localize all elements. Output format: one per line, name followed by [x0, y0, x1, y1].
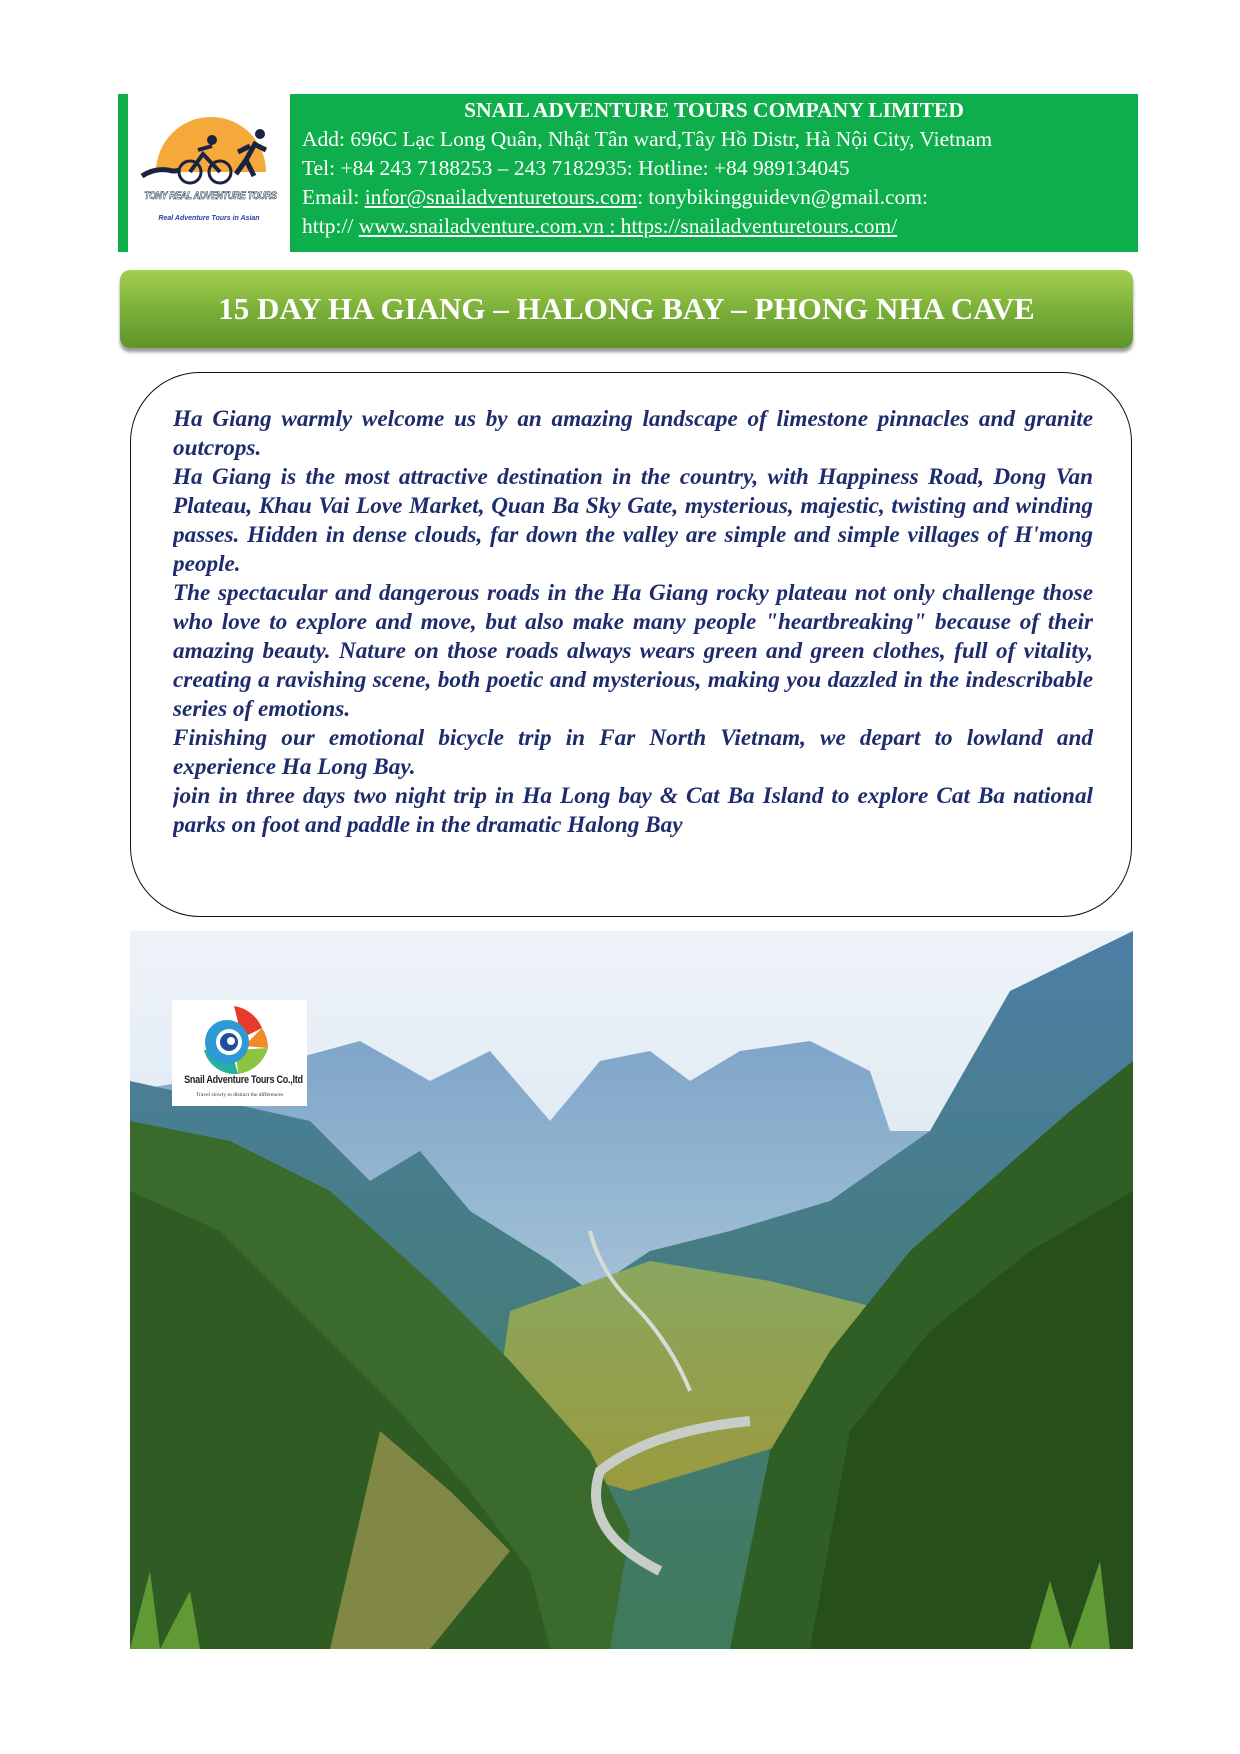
- tour-title: 15 DAY HA GIANG – HALONG BAY – PHONG NHA CAVE: [120, 270, 1133, 348]
- logo-text: TONY REAL ADVENTURE TOURS: [144, 190, 277, 202]
- email-label: Email:: [302, 185, 365, 209]
- tony-adventure-logo: [128, 94, 290, 252]
- company-name: SNAIL ADVENTURE TOURS COMPANY LIMITED: [464, 98, 964, 122]
- web-label: http://: [302, 214, 359, 238]
- company-info: [290, 94, 1138, 252]
- company-address: Add: 696C Lạc Long Quân, Nhật Tân ward,Tây Hồ Distr, Hà Nội City, Vietnam: [302, 127, 993, 151]
- snail-adventure-logo: [172, 1000, 307, 1106]
- ha-giang-valley-photo: [130, 931, 1133, 1649]
- company-email-line: [290, 183, 1138, 212]
- description-paragraph: Ha Giang is the most attractive destination in the country, with Happiness Road, Dong Van Plateau, Khau Vai Love Market, Quan Ba Sky Gate, mysterious, majestic, twisting and winding passes. Hidden in dense clouds, far down the valley are simple and simple villages of H'mong people.: [173, 464, 1093, 577]
- description-paragraph: The spectacular and dangerous roads in the Ha Giang rocky plateau not only challenge those who love to explore and move, but also make many people "heartbreaking" because of their amazing beauty. Nature on those roads always wears green and green clothes, full of vitality, creating a ravishing scene, both poetic and mysterious, making you dazzled in the indescribable series of emotions.: [173, 580, 1093, 722]
- website-link-1[interactable]: www.snailadventure.com.vn :: [358, 214, 621, 238]
- cyclist-sun-icon: [128, 94, 290, 188]
- description-paragraph: Finishing our emotional bicycle trip in Far North Vietnam, we depart to lowland and experience Ha Long Bay.: [173, 725, 1093, 780]
- snail-logo-name: Snail Adventure Tours Co.,ltd: [184, 1074, 303, 1086]
- description-paragraph: join in three days two night trip in Ha Long bay & Cat Ba Island to explore Cat Ba national parks on foot and paddle in the dramatic Halong Bay: [173, 783, 1093, 838]
- email-secondary: : tonybikingguidevn@gmail.com:: [637, 185, 928, 209]
- snail-shell-icon: [172, 1000, 307, 1074]
- tour-description-box: [130, 372, 1132, 917]
- description-paragraph: Ha Giang warmly welcome us by an amazing landscape of limestone pinnacles and granite outcrops.: [173, 406, 1093, 461]
- logo-tagline: Real Adventure Tours in Asian: [158, 215, 260, 222]
- snail-logo-tagline: Travel slowly to distinct the differences: [195, 1092, 284, 1098]
- company-phone: Tel: +84 243 7188253 – 243 7182935: Hotline: +84 989134045: [302, 156, 850, 180]
- website-link-2[interactable]: https://snailadventuretours.com/: [620, 214, 898, 238]
- email-link[interactable]: infor@snailadventuretours.com: [364, 185, 638, 209]
- company-web-line: [290, 212, 1138, 241]
- header-accent-bar: [118, 94, 128, 252]
